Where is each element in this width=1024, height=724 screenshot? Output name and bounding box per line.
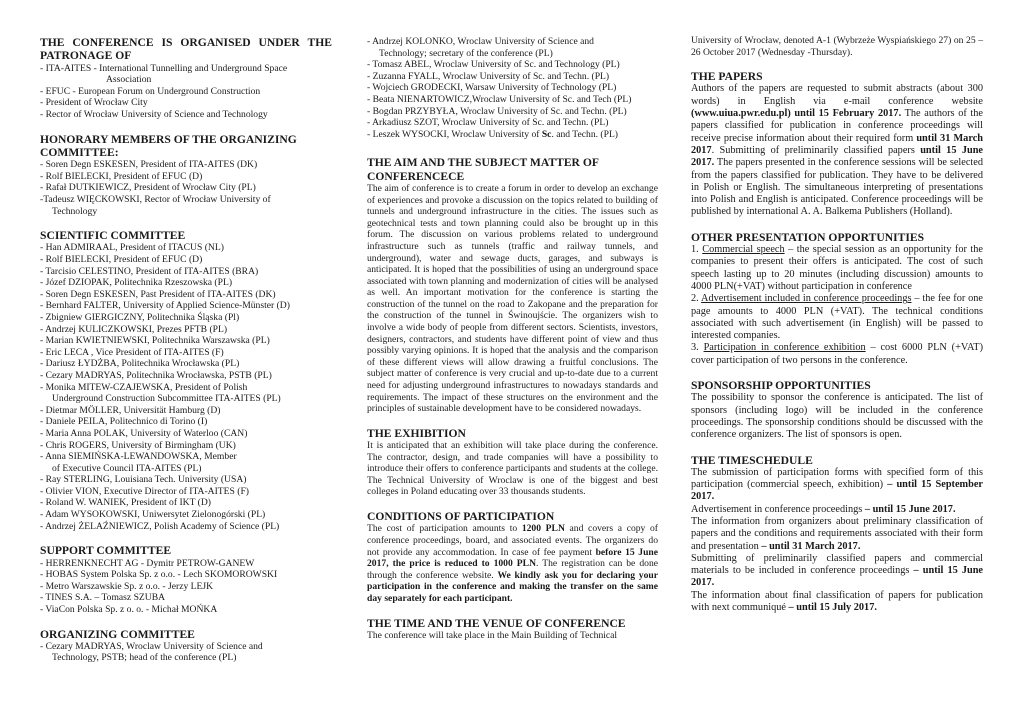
- list-item: - Soren Degn ESKESEN, President of ITA-AITES (DK): [40, 159, 258, 171]
- list-item-bold: Sc: [541, 128, 552, 140]
- list-item-text: - Leszek WYSOCKI, Wroclaw University of: [367, 128, 542, 140]
- opportunity-item: [691, 342, 983, 367]
- list-item-text: . and Techn. (PL): [551, 128, 618, 140]
- list-item: - HERRENKNECHT AG - Dymitr PETROW-GANEW: [40, 557, 255, 569]
- exhibition-heading: THE EXHIBITION: [367, 426, 466, 440]
- conditions-section: [367, 510, 658, 604]
- list-item: - Rafał DUTKIEWICZ, President of Wrocław City (PL): [40, 182, 256, 194]
- list-item: - President of Wrocław City: [40, 97, 148, 109]
- list-item: - ViaCon Polska Sp. z o. o. - Michał MOŃKA: [40, 603, 218, 615]
- column-right: [691, 35, 983, 614]
- papers-text-part: The authors of the papers classified for publication in conference proceedings will receive precise information about their required form: [691, 108, 983, 144]
- list-item: Association: [106, 74, 152, 86]
- list-item: - Monika MITEW-CZAJEWSKA, President of Polish: [40, 381, 248, 393]
- list-item: - Marian KWIETNIEWSKI, Politechnika Warszawska (PL): [40, 335, 270, 347]
- opportunity-title: Participation in conference exhibition: [703, 342, 866, 354]
- list-item: - Rolf BIELECKI, President of EFUC (D): [40, 254, 203, 266]
- column-left: [40, 36, 332, 664]
- schedule-item: [691, 504, 983, 516]
- sponsorship-section: [691, 379, 983, 441]
- list-item: - Cezary MADRYAS, Politechnika Wrocławska, PSTB (PL): [40, 369, 272, 381]
- schedule-item: [691, 590, 983, 615]
- opportunity-number: 1.: [691, 244, 703, 256]
- list-item: - Zuzanna FYALL, Wroclaw University of Sc. and Techn. (PL): [367, 70, 610, 82]
- schedule-deadline: – until 15 July 2017.: [788, 602, 877, 614]
- conditions-discount: before 15 June 2017, the price is reduced to 1000 PLN: [367, 546, 658, 570]
- list-item: - HOBAS System Polska Sp. z o.o. - Lech SKOMOROWSKI: [40, 569, 278, 581]
- list-item: - Olivier VION, Executive Director of ITA-AITES (F): [40, 485, 249, 497]
- timeschedule-section: [691, 454, 983, 615]
- venue-continued: University of Wrocław, denoted A-1 (Wybrzeże Wyspiańskiego 27) on 25 – 26 October 2017 (Wednesday -Thursday).: [691, 35, 983, 58]
- list-item: - Bogdan PRZYBYŁA, Wroclaw University of Sc. and Techn. (PL): [367, 105, 627, 117]
- list-item: - Cezary MADRYAS, Wroclaw University of Science and: [40, 640, 263, 652]
- papers-text-part: Authors of the papers are requested to submit abstracts (about 300 words) in English via e-mail conference website: [691, 83, 983, 107]
- list-item: - Ray STERLING, Louisiana Tech. University (USA): [40, 474, 247, 486]
- conditions-text-part: and covers a copy of conference proceedings, board, and associated events. The organizers do not provide any accommodation. In case of fee payment: [367, 523, 658, 558]
- schedule-item: [691, 467, 983, 504]
- list-item: - Józef DZIOPAK, Politechnika Rzeszowska (PL): [40, 277, 233, 289]
- conditions-price: 1200 PLN: [521, 523, 565, 535]
- list-item: - Rolf BIELECKI, President of EFUC (D): [40, 170, 203, 182]
- schedule-text: The information about final classification of papers for publication with next communiqué: [691, 589, 983, 614]
- timeschedule-heading: THE TIMESCHEDULE: [691, 453, 813, 467]
- opportunity-text: – cost 6000 PLN (+VAT) cover participation of two persons in the conference.: [691, 342, 984, 366]
- list-item: - Maria Anna POLAK, University of Waterloo (CAN): [40, 427, 248, 439]
- schedule-text: The information from organizers about preliminary classification of papers and the conditions and requirements associated with their form and presentation: [691, 515, 983, 552]
- list-item: Technology, PSTB; head of the conference (PL): [52, 652, 237, 664]
- organizing-heading: ORGANIZING COMMITTEE: [40, 627, 195, 641]
- conditions-request: We kindly ask you for declaring your participation in the conference and making the transfer on the same day separately for each participant.: [367, 569, 658, 604]
- list-item: - Chris ROGERS, University of Birmingham (UK): [40, 439, 236, 451]
- list-item: - Adam WYSOKOWSKI, Uniwersytet Zielonogórski (PL): [40, 509, 266, 521]
- list-item: - Beata NIENARTOWICZ,Wroclaw University of Sc. and Tech (PL): [367, 93, 632, 105]
- honorary-heading: HONORARY MEMBERS OF THE ORGANIZING COMMITTEE:: [40, 132, 297, 159]
- aim-section: [367, 156, 658, 414]
- sponsorship-heading: SPONSORSHIP OPPORTUNITIES: [691, 379, 871, 393]
- papers-heading: THE PAPERS: [691, 70, 763, 84]
- list-item: - Tomasz ABEL, Wroclaw University of Sc. and Technology (PL): [367, 59, 620, 71]
- list-item: [367, 129, 658, 141]
- list-item: - Tarcisio CELESTINO, President of ITA-AITES (BRA): [40, 265, 259, 277]
- aim-heading: THE AIM AND THE SUBJECT MATTER OF CONFERENCECE: [367, 156, 599, 183]
- opportunity-text: – the special session as an opportunity for the companies to present their offers is anticipated. The cost of such speech lasting up to 20 minutes (including discussion) amounts to 4000 PLN(+VAT) without participation in conference: [691, 244, 983, 292]
- opportunity-item: [691, 244, 983, 293]
- venue-heading: THE TIME AND THE VENUE OF CONFERENCE: [367, 616, 626, 630]
- schedule-deadline: – until 31 March 2017.: [761, 540, 861, 552]
- list-item: - Bernhard FALTER, University of Applied Science-Münster (D): [40, 300, 290, 312]
- opportunity-text: – the fee for one page amounts to 4000 PLN (+VAT). The technical conditions associated with such advertisement (in English) will be passed to interested companies.: [691, 293, 984, 342]
- organizing-continued: [367, 36, 658, 140]
- list-item: - Andrzej KOLONKO, Wroclaw University of Science and: [367, 36, 594, 47]
- list-item: - Soren Degn ESKESEN, Past President of ITA-AITES (DK): [40, 288, 276, 300]
- list-item: - Anna SIEMIŃSKA-LEWANDOWSKA, Member: [40, 451, 237, 463]
- opportunity-number: 2.: [691, 293, 702, 305]
- opportunity-item: [691, 293, 983, 342]
- list-item: Underground Construction Subcommittee ITA-AITES (PL): [52, 393, 281, 405]
- list-item: - TINES S.A. – Tomasz SZUBA: [40, 592, 166, 604]
- list-item: of Executive Council ITA-AITES (PL): [52, 462, 202, 474]
- list-item: - Han ADMIRAAL, President of ITACUS (NL): [40, 242, 224, 254]
- list-item: - Arkadiusz SZOT, Wroclaw University of Sc. and Techn. (PL): [367, 117, 609, 129]
- papers-text-part: The papers presented in the conference sessions will be selected from the papers classified for publication. They have to be delivered in Polish or English. The simultaneous interpreting of presentations into Polish and English is anticipated. Conference proceedings will be published by international A. A. Balkema Publishers (Holland).: [691, 157, 983, 218]
- sponsorship-text: The possibility to sponsor the conference is anticipated. The list of sponsors (including logo) will be included in the conference proceedings. The sponsorship conditions should be discussed with the conference organizers. The list of sponsors is open.: [691, 392, 983, 441]
- opportunity-number: 3.: [691, 342, 704, 354]
- other-opportunities-heading: OTHER PRESENTATION OPPORTUNITIES: [691, 230, 925, 244]
- list-item: - Andrzej KULICZKOWSKI, Prezes PFTB (PL): [40, 323, 228, 335]
- conditions-heading: CONDITIONS OF PARTICIPATION: [367, 510, 555, 524]
- scientific-section: [40, 229, 332, 532]
- schedule-item: [691, 516, 983, 553]
- patronage-heading: THE CONFERENCE IS ORGANISED UNDER THE PATRONAGE OF: [40, 36, 332, 63]
- list-item: - Andrzej ŻELAŹNIEWICZ, Polish Academy of Science (PL): [40, 520, 280, 532]
- papers-text-part: . Submitting of preliminarily classified papers: [711, 144, 921, 156]
- opportunity-title: Commercial speech: [702, 244, 785, 256]
- venue-text: The conference will take place in the Main Building of Technical: [367, 629, 618, 641]
- exhibition-section: [367, 427, 658, 498]
- organizing-section: [40, 628, 332, 664]
- list-item: -Tadeusz WIĘCKOWSKI, Rector of Wrocław University of: [40, 193, 271, 205]
- other-opportunities-section: [691, 231, 983, 367]
- venue-section: [367, 617, 658, 642]
- exhibition-text: It is anticipated that an exhibition will take place during the conference. The contractor, design, and trade companies will have a possibility to introduce their offers to conference participants and students at the college. The Technical University of Wroclaw is one of the biggest and best colleges in Poland educating over 33 thousands students.: [367, 440, 658, 498]
- papers-deadline: until 31 March 2017: [691, 132, 983, 156]
- list-item: Technology; secretary of the conference (PL): [379, 47, 553, 59]
- list-item: - Wojciech GRODECKI, Warsaw University of Technology (PL): [367, 82, 617, 94]
- list-item: - Metro Warszawskie Sp. z o.o. - Jerzy LEJK: [40, 580, 214, 592]
- papers-website-deadline: (www.uiua.pwr.edu.pl) until 15 February 2017.: [691, 108, 902, 120]
- list-item: Technology: [52, 205, 98, 217]
- conditions-text-part: . The registration can be done through the conference website.: [367, 558, 658, 581]
- schedule-deadline: – until 15 June 2017.: [691, 565, 984, 589]
- list-item: - Zbigniew GIERGICZNY, Politechnika Śląska (Pl): [40, 311, 240, 323]
- honorary-section: [40, 133, 332, 218]
- patronage-section: [40, 36, 332, 121]
- column-middle: [367, 36, 658, 641]
- papers-deadline: until 15 June 2017.: [691, 144, 983, 169]
- list-item: - EFUC - European Forum on Underground Construction: [40, 85, 261, 97]
- list-item: - Dariusz ŁYDŻBA, Politechnika Wrocławska (PL): [40, 358, 240, 370]
- aim-text: The aim of conference is to create a forum in order to develop an exchange of experiences and provoke a discussion on the topics related to building of tunnels and underground infrastructure in the cities. The issues such as geotechnical tests and town planning could also be brought up in this forum. The discussion on various problems related to underground infrastructure such as tunnels (traffic and railway tunnels, and underground), water and sewage ducts, garages, and subways is anticipated. It is hoped that the possibilities of using an underground space associated with town planning and modernization of cities will be analysed as well. An important motivation for the conference is starting the construction of the tunnel on the road to Zakopane and the preparation for the construction of the tunnel in Świnoujście. The organizers wish to involve a wide body of people from different sectors. Scientists, investors, designers, contractors, and students have different point of view and thus possibly varying opinions. It is hoped that the analysis and the comparison of these different views will allow drawing a fruitful conclusions. The subject matter of conference is very crucial and up-to-date due to a current need for adjusting underground infrastructures to nowadays standards and requirements. The impact of these structures on the environment and the principles of sustainable development have to be considered nowadays.: [367, 182, 658, 415]
- schedule-text: The submission of participation forms with specified form of this participation (commercial speech, exhibition): [691, 466, 983, 491]
- support-heading: SUPPORT COMMITTEE: [40, 544, 172, 558]
- list-item: - Roland W. WANIEK, President of IKT (D): [40, 497, 211, 509]
- list-item: - Dietmar MÖLLER, Universität Hamburg (D): [40, 404, 221, 416]
- conditions-text-part: The cost of participation amounts to: [367, 523, 522, 535]
- papers-section: [691, 70, 983, 219]
- list-item: - ITA-AITES - International Tunnelling and Underground Space: [40, 62, 288, 74]
- schedule-text: Advertisement in conference proceedings: [691, 503, 865, 515]
- schedule-item: [691, 553, 983, 590]
- support-section: [40, 544, 332, 615]
- scientific-heading: SCIENTIFIC COMMITTEE: [40, 229, 186, 243]
- schedule-text: Submitting of preliminarily classified papers and commercial materials to be included in conference proceedings: [691, 552, 983, 577]
- list-item: - Daniele PEILA, Politechnico di Torino (I): [40, 416, 208, 428]
- opportunity-title: Advertisement included in conference proceedings: [701, 293, 912, 305]
- list-item: - Eric LECA , Vice President of ITA-AITES (F): [40, 346, 224, 358]
- papers-text: [691, 83, 983, 218]
- list-item: - Rector of Wrocław University of Science and Technology: [40, 108, 268, 120]
- conditions-text: [367, 523, 658, 604]
- schedule-deadline: – until 15 September 2017.: [691, 479, 983, 503]
- schedule-deadline: – until 15 June 2017.: [864, 503, 956, 515]
